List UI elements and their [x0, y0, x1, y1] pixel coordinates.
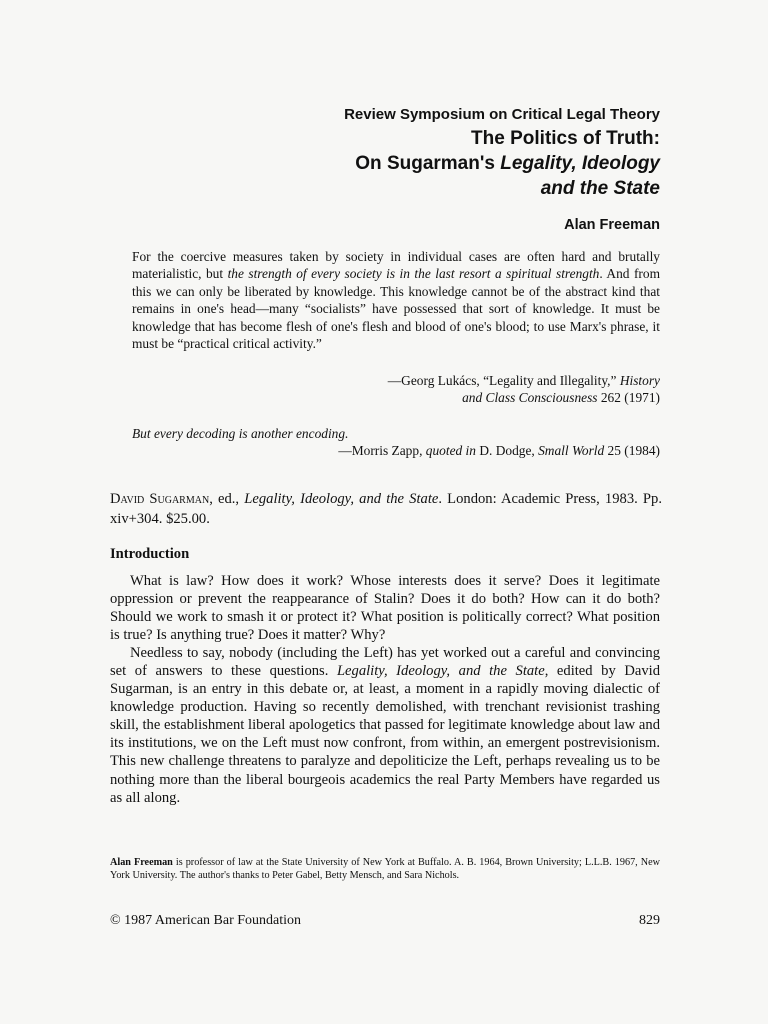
intro-p2-c: , edited by David Sugarman, is an entry in this debate or, at least, a moment in a rapidly moving dialectic of knowledge production. Having so recently demolished, with trenchant revisionist trashing skill, the establishment liberal apologetics that passed for legitimate knowledge about law and its institutions, we on the Left must now confront, from within, an emergent postrevisionism. This new challenge threatens to paralyze and depoliticize the Left, perhaps revealing us to be nothing more than the liberal bourgeois academics the real Party Members have regarded us as all along. — [110, 663, 660, 806]
epigraph-1-italic: the strength of every society is in the last resort a spiritual strength — [227, 266, 600, 282]
intro-paragraph-1: What is law? How does it work? Whose interests does it serve? Does it legitimate oppression or prevent the reappearance of Stalin? Does it do both? How can it do both? Should we work to smash it or protect it? What position is politically correct? What position is true? Is anything true? Does it matter? Why? — [110, 573, 660, 644]
attr-2-e: 25 (1984) — [604, 443, 660, 458]
epigraph-1-attribution — [388, 372, 660, 407]
page-footer — [110, 913, 660, 929]
title-line-2 — [355, 153, 660, 175]
title-line-3 — [541, 178, 660, 200]
citation-rest: . London: Academic Press, 1983. Pp. xiv+304. $25.00. — [110, 491, 662, 527]
citation-ed: , ed., — [209, 491, 245, 507]
article-author: Alan Freeman — [564, 217, 660, 233]
epigraph-zapp — [132, 425, 660, 442]
epigraph-1-text-b: . And from this we can only be liberated by knowledge. This knowledge cannot be of the abstract kind that remains in one's head—many “socialists” have possessed that sort of knowledge. It must be knowledge that has become flesh of one's flesh and blood of one's blood; to use Marx's phrase, it must be “practical critical activity.” — [132, 266, 660, 352]
symposium-kicker: Review Symposium on Critical Legal Theory — [344, 106, 660, 123]
attr-1-c: and Class Consciousness — [462, 390, 598, 406]
section-heading-introduction: Introduction — [110, 546, 190, 562]
attr-1-b: History — [619, 373, 660, 388]
title-line-3-italic: and the State — [540, 178, 660, 199]
title-line-2-italic: Legality, Ideology — [500, 153, 660, 174]
attr-1-d: 262 (1971) — [597, 390, 660, 406]
attr-2-c: D. Dodge, — [475, 443, 539, 458]
intro-p2-title: Legality, Ideology, and the State — [336, 663, 545, 680]
attr-2-a: —Morris Zapp, — [338, 443, 426, 458]
citation-title: Legality, Ideology, and the State — [244, 491, 439, 507]
footnote-author-name: Alan Freeman — [110, 857, 173, 868]
book-citation — [110, 490, 662, 529]
footnote-text: is professor of law at the State University of New York at Buffalo. A. B. 1964, Brown University; L.L.B. 1967, New York University. The author's thanks to Peter Gabel, Betty Mensch, and Sara Nichols. — [110, 857, 661, 881]
intro-p2-a: Needless to say, nobody (including the Left) has yet worked out a careful and convincing set of answers to these questions. — [110, 645, 660, 680]
title-line-2-roman: On Sugarman's — [355, 153, 501, 174]
page-number: 829 — [639, 913, 660, 928]
attr-2-d: Small World — [538, 443, 605, 458]
attr-2-b: quoted in — [425, 443, 476, 458]
copyright-line: © 1987 American Bar Foundation — [110, 913, 302, 928]
epigraph-lukacs — [132, 248, 660, 352]
introduction-body — [110, 572, 660, 807]
epigraph-2-attribution — [338, 442, 660, 459]
citation-author: David Sugarman — [110, 491, 210, 507]
author-footnote — [110, 857, 660, 882]
epigraph-2-text: But every decoding is another encoding. — [132, 426, 349, 441]
title-line-1: The Politics of Truth: — [471, 128, 660, 149]
intro-paragraph-2 — [110, 644, 660, 806]
epigraph-1-text-a: For the coercive measures taken by society in individual cases are often hard and brutally materialistic, but — [132, 249, 660, 282]
attr-1-a: —Georg Lukács, “Legality and Illegality,” — [387, 373, 620, 388]
